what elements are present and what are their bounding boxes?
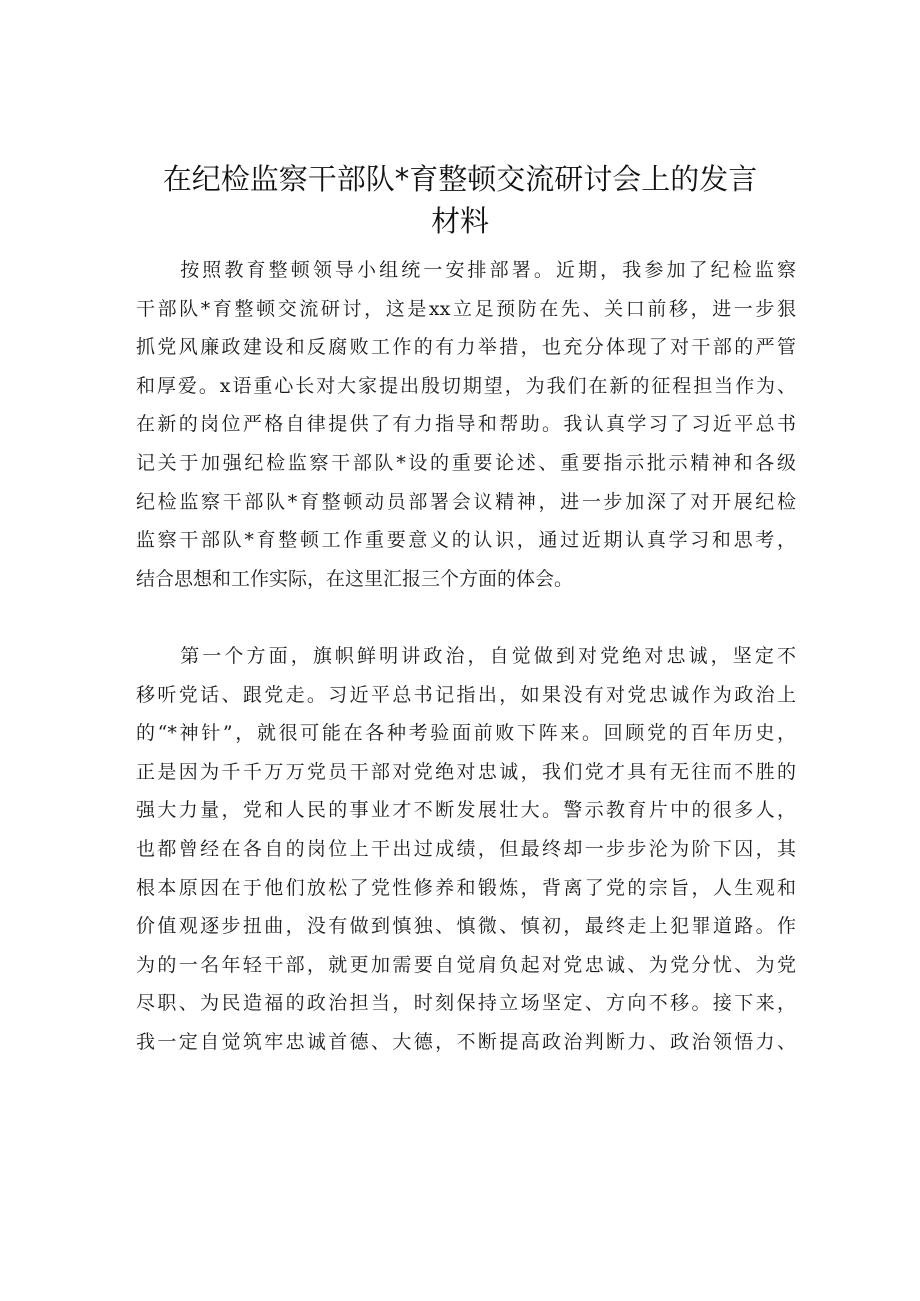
text-line: 根本原因在于他们放松了党性修养和锻炼，背离了党的宗旨，人生观和 — [136, 876, 796, 899]
text-line: 为的一名年轻干部，就更加需要自觉肩负起对党忠诚、为党分忧、为党 — [136, 953, 796, 976]
text-line: 在新的岗位严格自律提供了有力指导和帮助。我认真学习了习近平总书 — [136, 413, 796, 436]
text-line: 第一个方面，旗帜鲜明讲政治，自觉做到对党绝对忠诚，坚定不 — [136, 645, 796, 667]
text-line: 移听党话、跟党走。习近平总书记指出，如果没有对党忠诚作为政治上 — [136, 683, 796, 706]
title-line: 材料 — [430, 204, 489, 238]
text-line: 纪检监察干部队*育整顿动员部署会议精神，进一步加深了对开展纪检 — [136, 490, 796, 513]
text-line: 价值观逐步扭曲，没有做到慎独、慎微、慎初，最终走上犯罪道路。作 — [136, 915, 796, 938]
text-line: 也都曾经在各自的岗位上干出过成绩，但最终却一步步沦为阶下囚，其 — [136, 837, 796, 860]
text-line: 强大力量，党和人民的事业才不断发展壮大。警示教育片中的很多人， — [136, 799, 796, 822]
title-line: 在纪检监察干部队*育整顿交流研讨会上的发言 — [162, 162, 758, 196]
text-line: 的“*神针”，就很可能在各种考验面前败下阵来。回顾党的百年历史， — [136, 722, 796, 745]
text-line: 正是因为千千万万党员干部对党绝对忠诚，我们党才具有无往而不胜的 — [136, 760, 796, 783]
paragraph-first-aspect — [136, 637, 796, 1062]
text-line: 干部队*育整顿交流研讨，这是xx立足预防在先、关口前移，进一步狠 — [136, 297, 796, 320]
text-line: 结合思想和工作实际，在这里汇报三个方面的体会。 — [136, 567, 574, 590]
text-line: 按照教育整顿领导小组统一安排部署。近期，我参加了纪检监察 — [136, 259, 796, 281]
text-line: 尽职、为民造福的政治担当，时刻保持立场坚定、方向不移。接下来， — [136, 992, 796, 1015]
text-line: 记关于加强纪检监察干部队*设的重要论述、重要指示批示精神和各级 — [136, 451, 796, 474]
text-line: 抓党风廉政建设和反腐败工作的有力举措，也充分体现了对干部的严管 — [136, 336, 796, 359]
paragraph-intro — [136, 251, 796, 598]
text-line: 我一定自觉筑牢忠诚首德、大德，不断提高政治判断力、政治领悟力、 — [136, 1030, 796, 1053]
text-line: 和厚爱。x语重心长对大家提出殷切期望，为我们在新的征程担当作为、 — [136, 374, 796, 397]
document-title — [120, 158, 800, 242]
text-line: 监察干部队*育整顿工作重要意义的认识，通过近期认真学习和思考， — [136, 529, 796, 552]
